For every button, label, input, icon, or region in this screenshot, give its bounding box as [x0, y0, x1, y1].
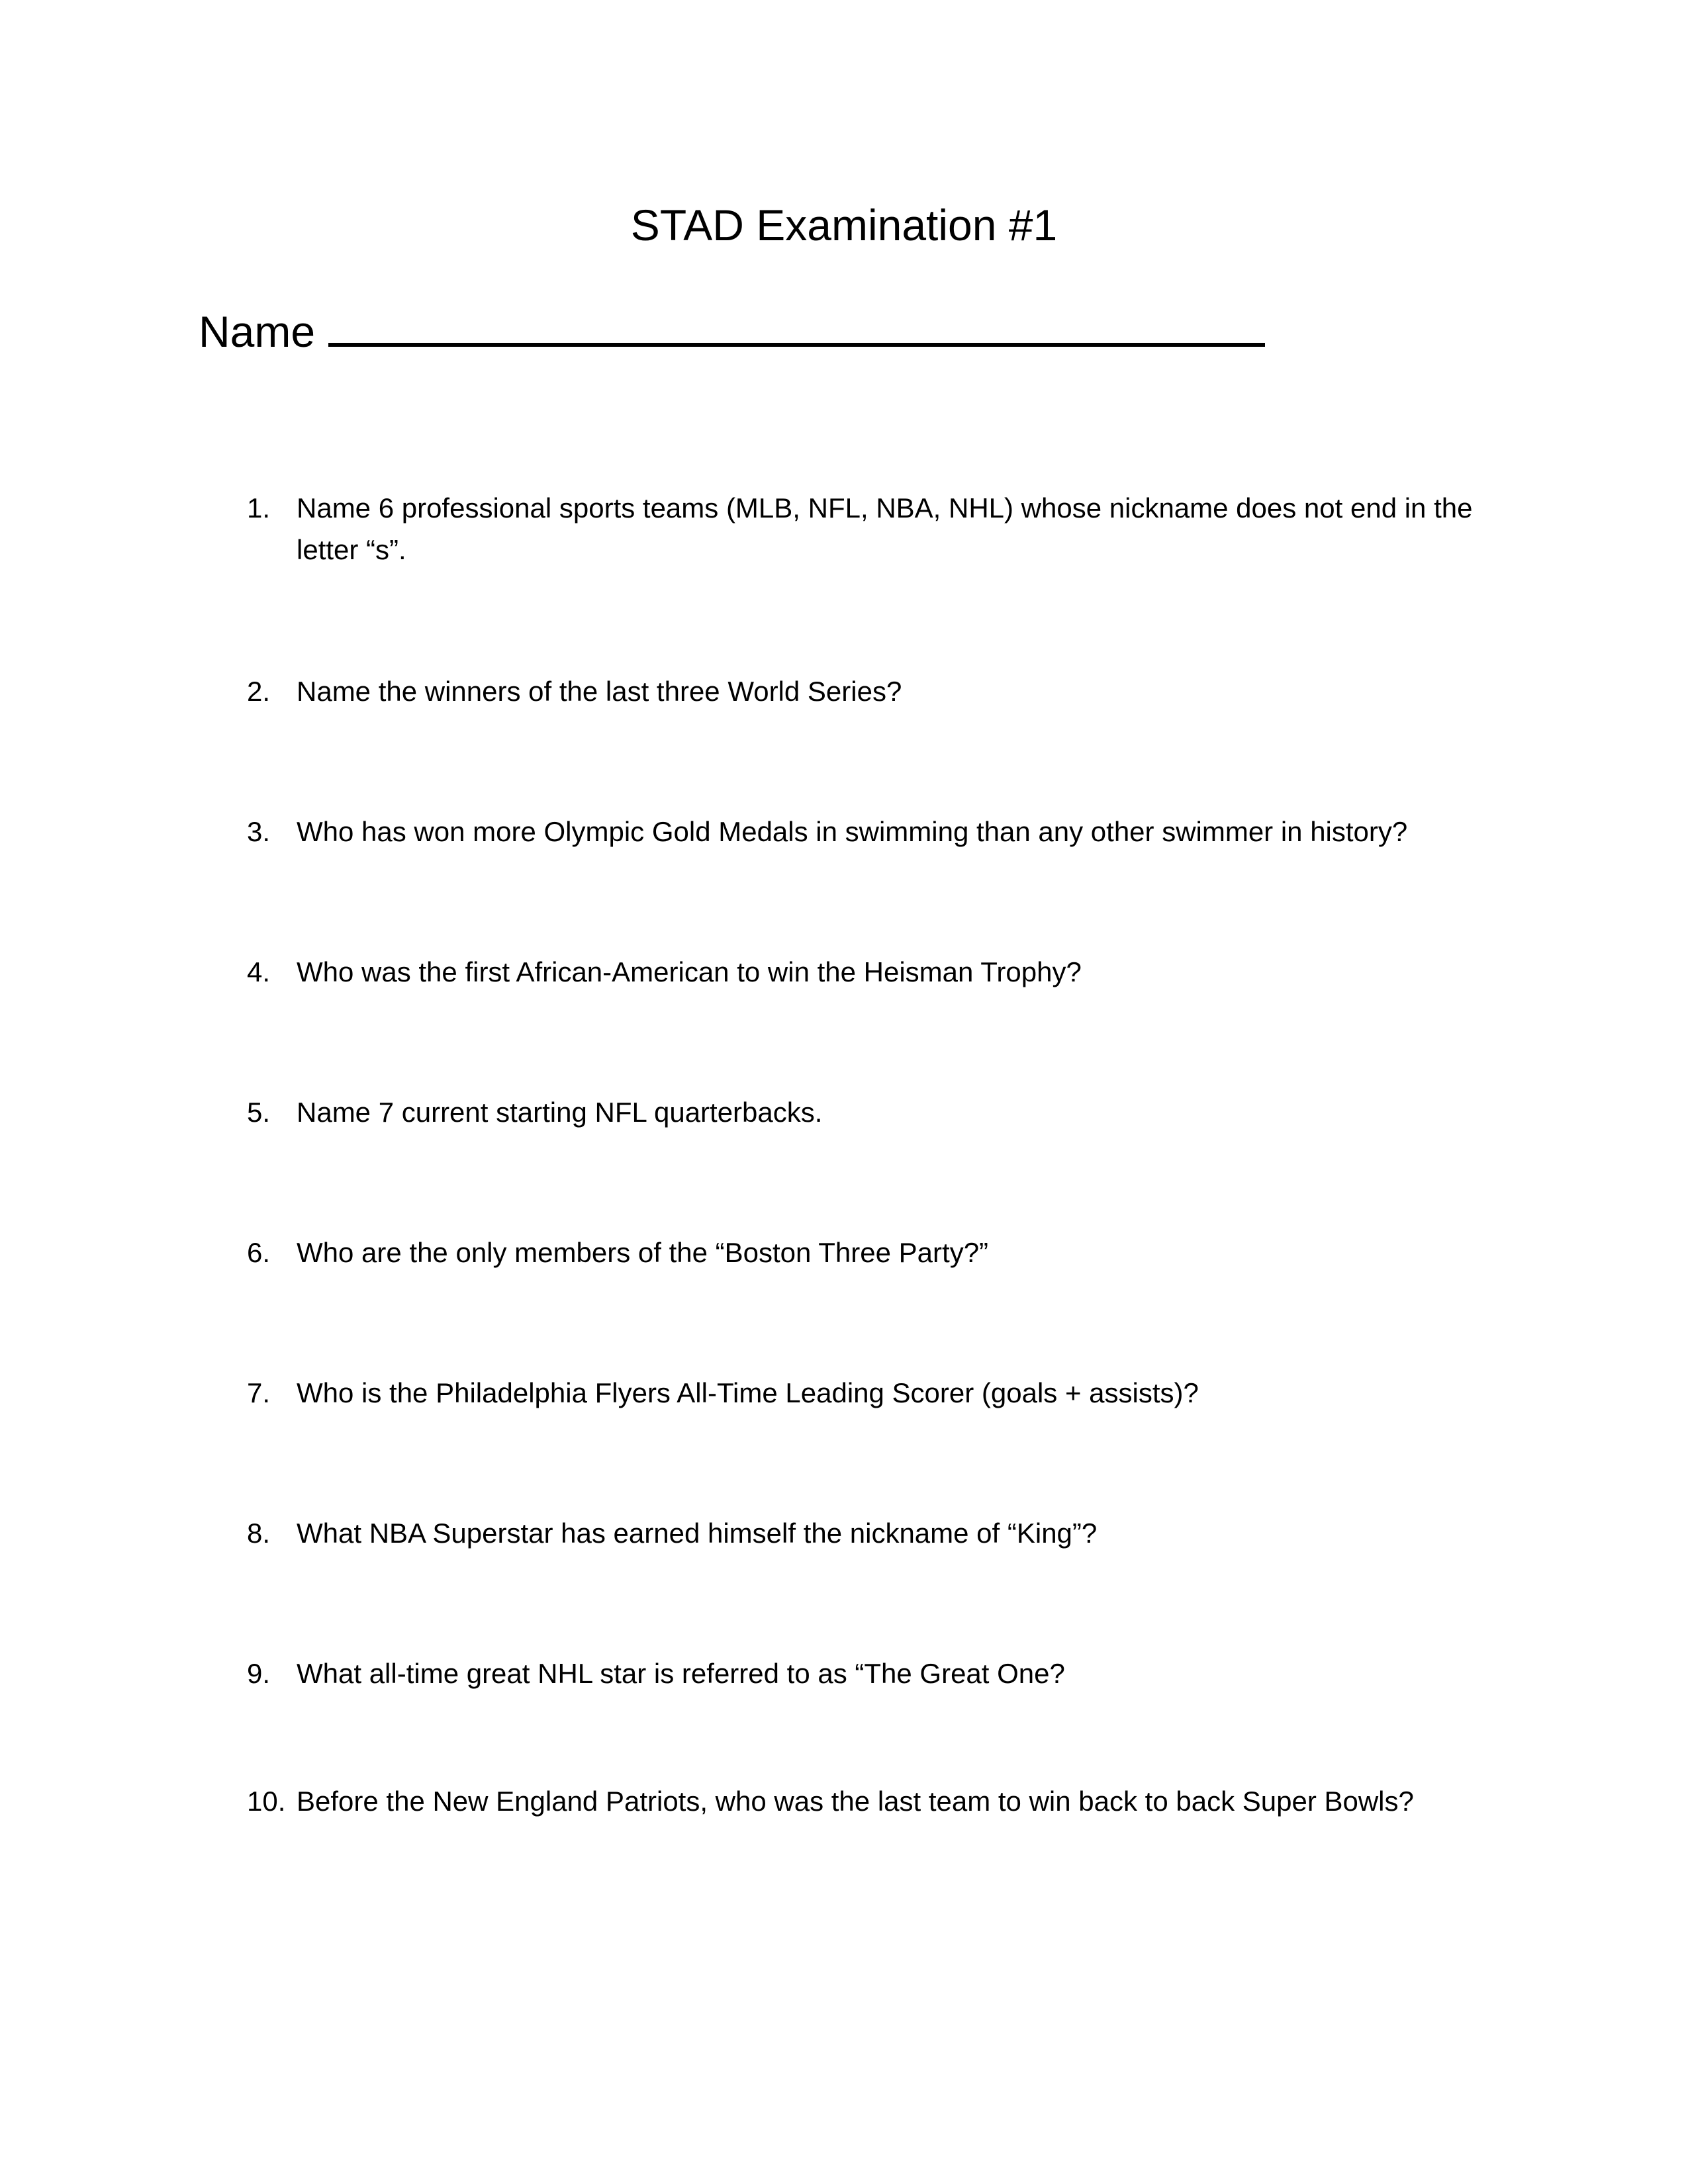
question-text: Who has won more Olympic Gold Medals in swimming than any other swimmer in history?: [297, 816, 1408, 847]
question-text: What all-time great NHL star is referred to as “The Great One?: [297, 1658, 1065, 1689]
question-number: 7.: [247, 1377, 271, 1408]
question-number: 5.: [247, 1097, 271, 1128]
question-text: Name 7 current starting NFL quarterbacks.: [297, 1097, 823, 1128]
question-number: 9.: [247, 1658, 271, 1689]
page-title: STAD Examination #1: [630, 201, 1058, 250]
question-number: 6.: [247, 1237, 271, 1268]
question-text: Who are the only members of the “Boston Three Party?”: [297, 1237, 989, 1268]
question-number: 8.: [247, 1518, 271, 1549]
question-number: 1.: [247, 492, 271, 523]
name-label: Name: [199, 307, 316, 356]
question-text: Before the New England Patriots, who was the last team to win back to back Super Bowls?: [297, 1786, 1414, 1817]
question-text: What NBA Superstar has earned himself the nickname of “King”?: [297, 1518, 1098, 1549]
question-text: Name 6 professional sports teams (MLB, NFL, NBA, NHL) whose nickname does not end in the letter “s”.: [297, 492, 1473, 565]
question-number: 3.: [247, 816, 271, 847]
question-text: Who was the first African-American to win the Heisman Trophy?: [297, 956, 1082, 987]
name-field-row: [199, 296, 1265, 361]
question-text: Who is the Philadelphia Flyers All-Time Leading Scorer (goals + assists)?: [297, 1377, 1199, 1408]
question-number: 2.: [247, 676, 271, 707]
question-number: 10.: [247, 1786, 286, 1817]
name-blank-line[interactable]: [328, 296, 1265, 347]
question-number: 4.: [247, 956, 271, 987]
question-text: Name the winners of the last three World Series?: [297, 676, 902, 707]
